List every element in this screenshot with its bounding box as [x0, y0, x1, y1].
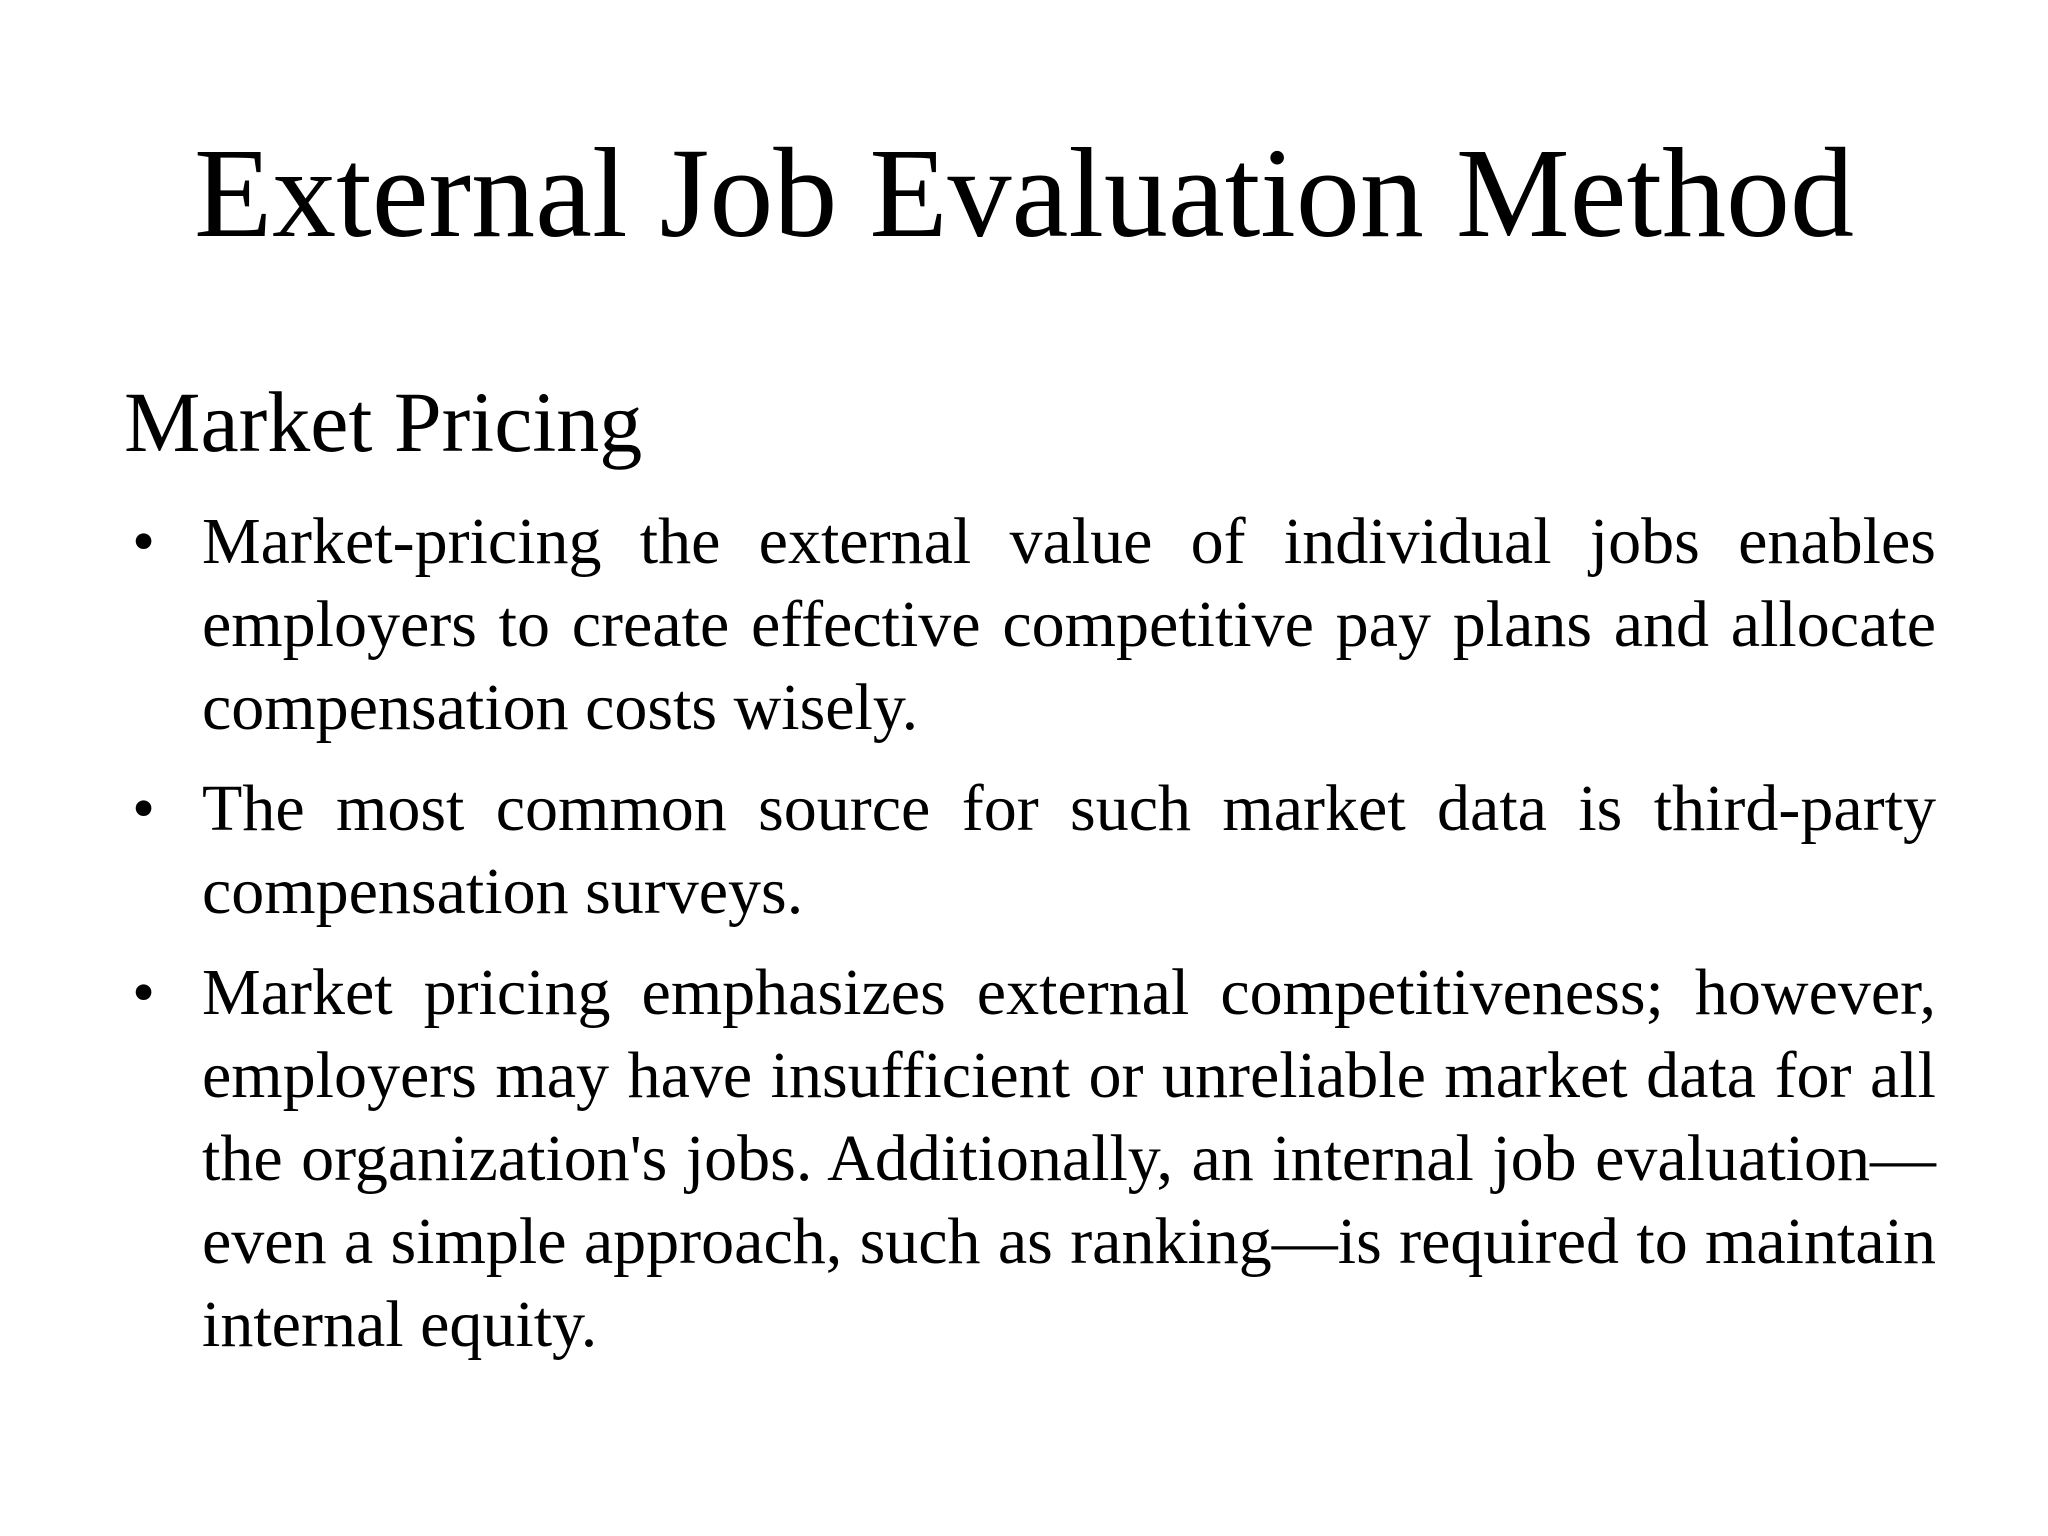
bullet-icon: • — [132, 772, 156, 845]
bullet-item — [124, 500, 1936, 749]
bullet-item — [124, 951, 1936, 1366]
bullet-icon: • — [132, 956, 156, 1029]
slide-subtitle: Market Pricing — [124, 374, 643, 470]
bullet-list — [124, 500, 1936, 1384]
slide-title: External Job Evaluation Method — [193, 122, 1855, 264]
bullet-icon: • — [132, 505, 156, 578]
bullet-text: Market-pricing the external value of individual jobs enables employers to create effective competitive pay plans and allocate compensation costs wisely. — [202, 505, 1936, 744]
bullet-text: Market pricing emphasizes external competitiveness; however, employers may have insufficient or unreliable market data for all the organization's jobs. Additionally, an internal job evaluation—even a simple approach, such as ranking—is required to maintain internal equity. — [202, 956, 1936, 1361]
bullet-text: The most common source for such market data is third-party compensation surveys. — [202, 772, 1936, 928]
bullet-item — [124, 767, 1936, 933]
